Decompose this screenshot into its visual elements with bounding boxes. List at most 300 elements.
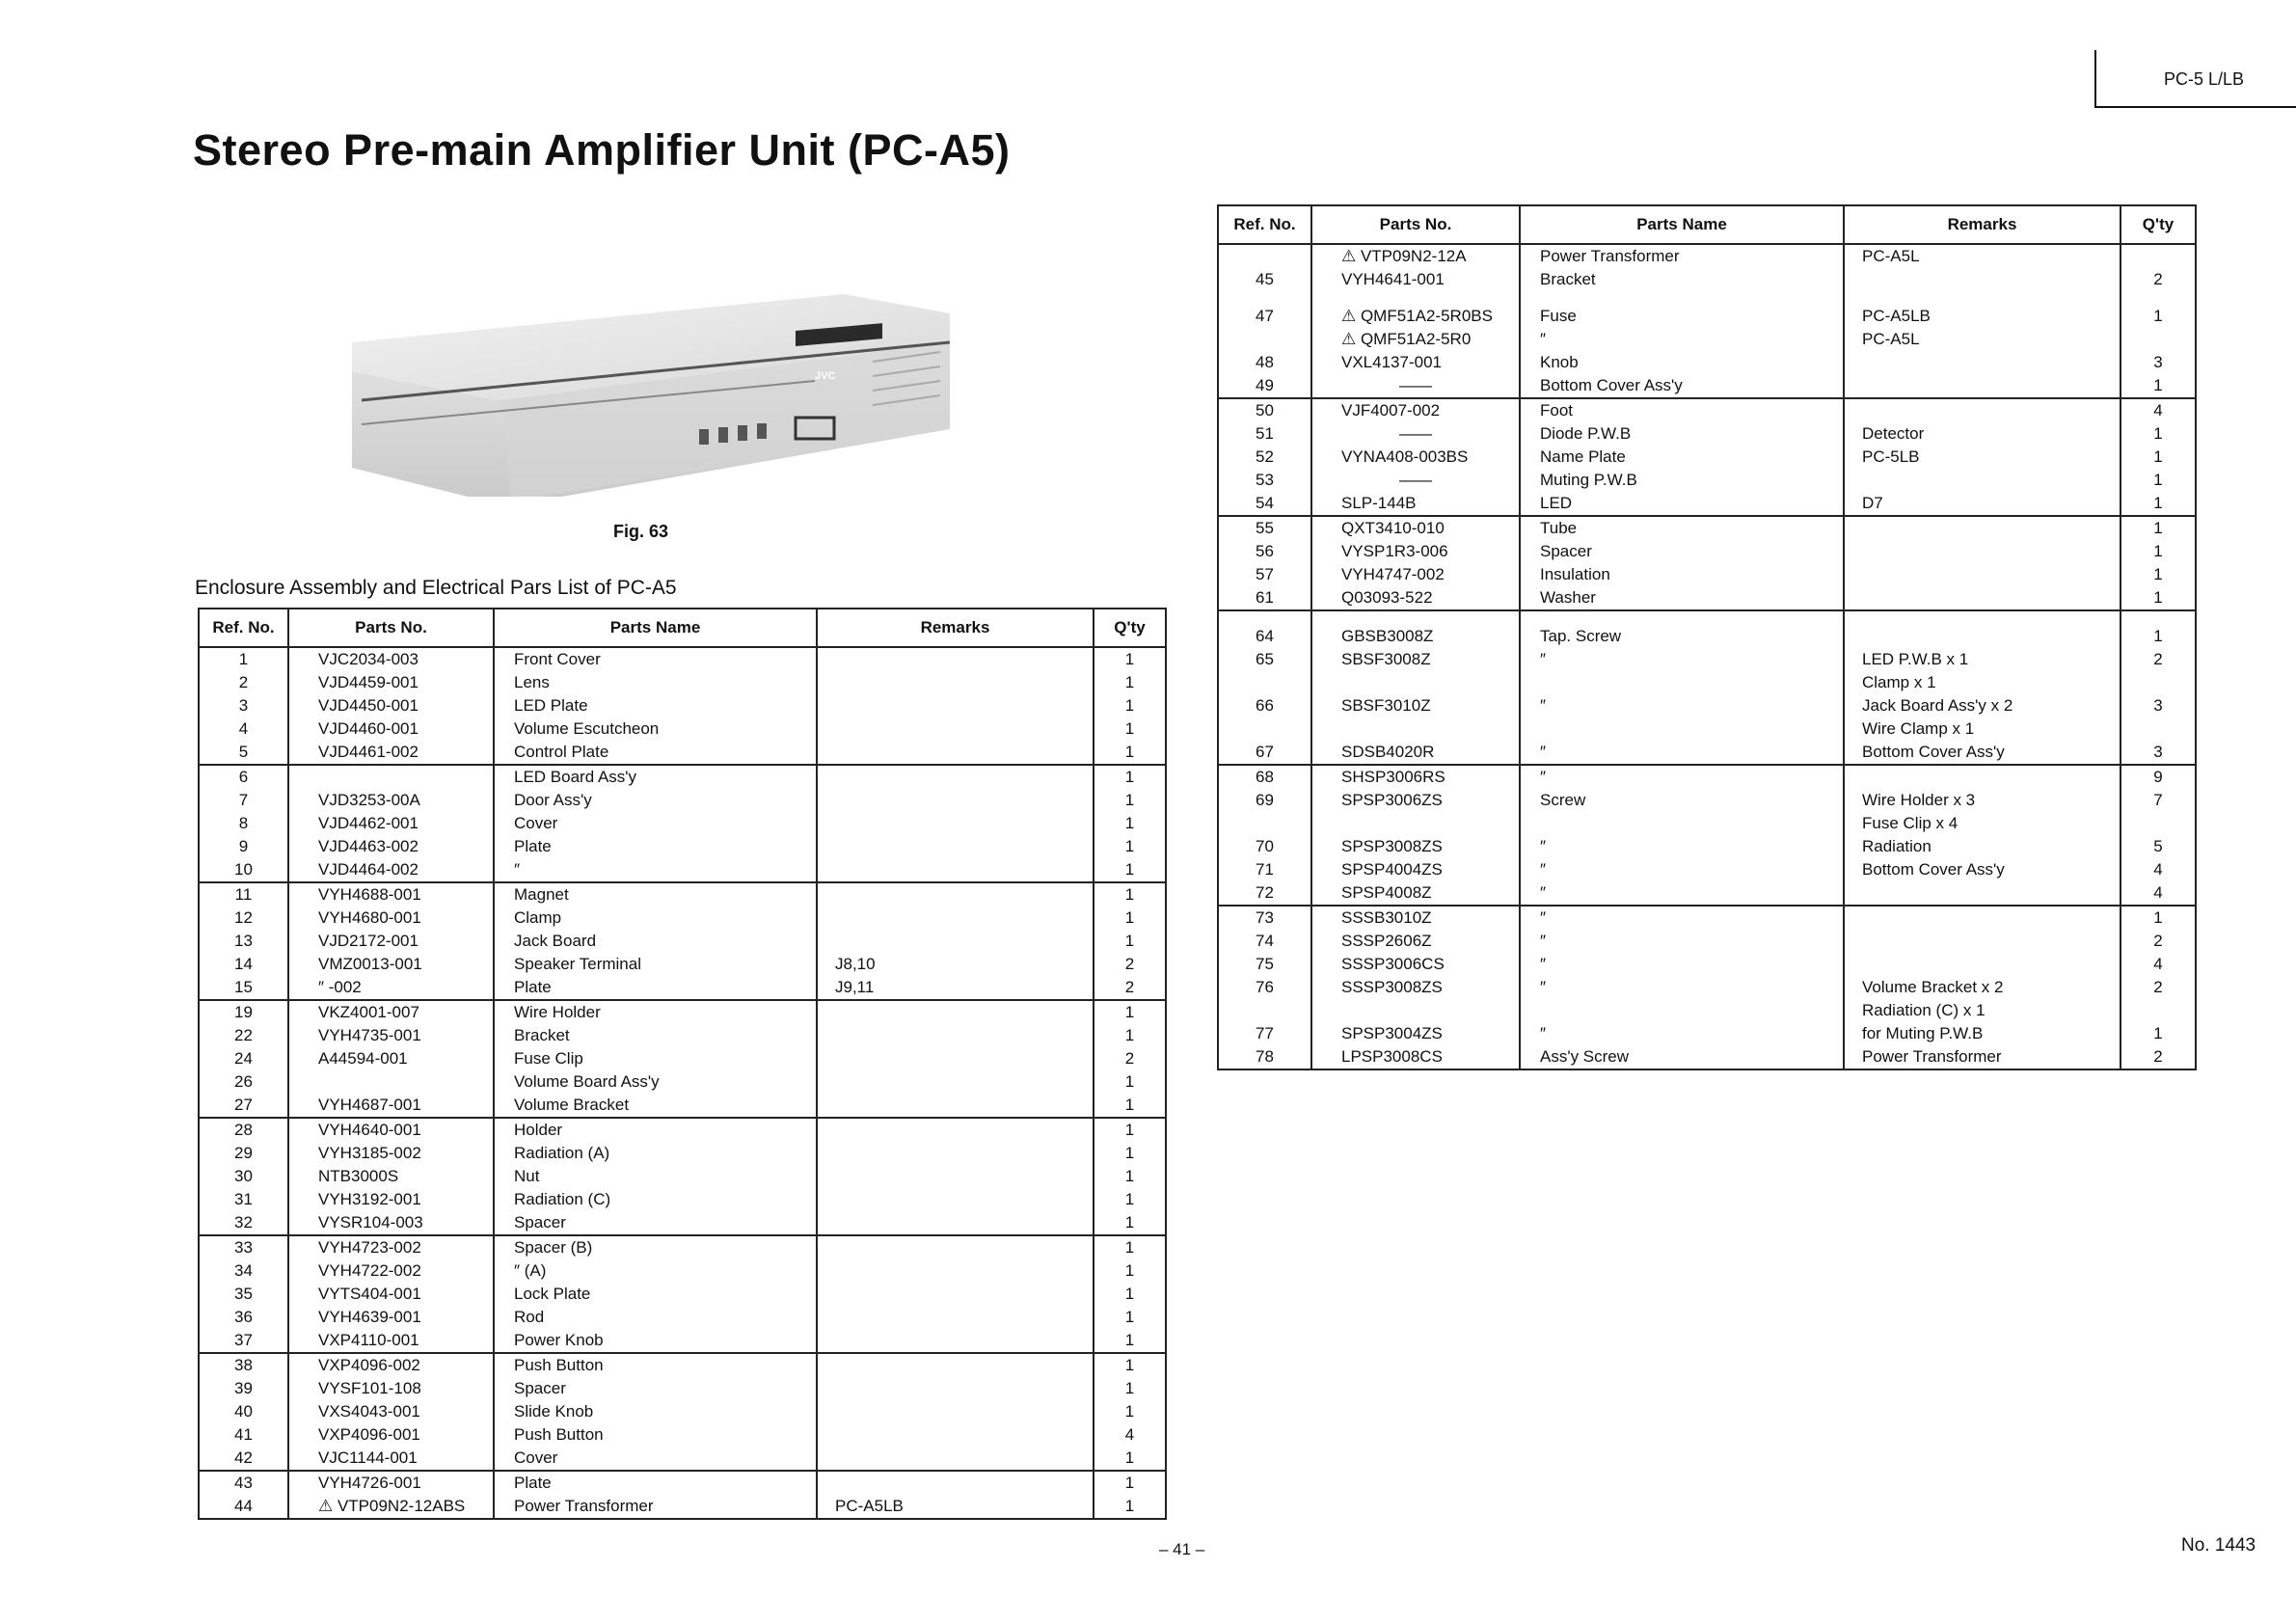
- parts-no-cell: ——: [1311, 422, 1520, 446]
- parts-no-cell: VXP4096-002: [288, 1353, 494, 1377]
- ref-cell: 69: [1218, 789, 1311, 812]
- table-row: [1218, 374, 2196, 398]
- qty-cell: 1: [1094, 1329, 1166, 1353]
- qty-cell: 1: [1094, 1259, 1166, 1283]
- parts-no-cell: VYH3192-001: [288, 1188, 494, 1211]
- table-row: [1218, 398, 2196, 422]
- table-row: [1218, 291, 2196, 305]
- table-row: [1218, 835, 2196, 858]
- parts-no-cell: A44594-001: [288, 1047, 494, 1070]
- qty-cell: 1: [1094, 765, 1166, 789]
- remarks-cell: [1844, 610, 2120, 625]
- parts-name-cell: Name Plate: [1520, 446, 1844, 469]
- table-row: [1218, 586, 2196, 610]
- table-row: [1218, 540, 2196, 563]
- parts-name-cell: Spacer: [494, 1377, 817, 1400]
- qty-cell: 1: [1094, 1377, 1166, 1400]
- ref-cell: 51: [1218, 422, 1311, 446]
- qty-cell: 1: [2120, 422, 2196, 446]
- parts-name-cell: ″ (A): [494, 1259, 817, 1283]
- remarks-cell: [817, 1118, 1094, 1142]
- qty-cell: [2120, 610, 2196, 625]
- table-row: [199, 647, 1166, 671]
- ref-cell: 56: [1218, 540, 1311, 563]
- qty-cell: 1: [1094, 1306, 1166, 1329]
- ref-cell: [1218, 328, 1311, 351]
- parts-name-cell: Holder: [494, 1118, 817, 1142]
- col-remarks: Remarks: [817, 609, 1094, 647]
- parts-name-cell: ″: [1520, 648, 1844, 671]
- parts-name-cell: ″: [1520, 976, 1844, 999]
- parts-no-cell: SLP-144B: [1311, 492, 1520, 516]
- ref-cell: 32: [199, 1211, 288, 1235]
- remarks-cell: PC-5LB: [1844, 446, 2120, 469]
- ref-cell: 7: [199, 789, 288, 812]
- parts-name-cell: Fuse: [1520, 305, 1844, 328]
- parts-no-cell: VXP4110-001: [288, 1329, 494, 1353]
- ref-cell: 28: [199, 1118, 288, 1142]
- table-row: [199, 907, 1166, 930]
- parts-no-cell: ——: [1311, 374, 1520, 398]
- table-row: [199, 1118, 1166, 1142]
- ref-cell: 77: [1218, 1022, 1311, 1045]
- ref-cell: 8: [199, 812, 288, 835]
- ref-cell: 1: [199, 647, 288, 671]
- table-row: [199, 1377, 1166, 1400]
- remarks-cell: PC-A5LB: [817, 1495, 1094, 1519]
- remarks-cell: [817, 1377, 1094, 1400]
- table-row: [199, 1259, 1166, 1283]
- parts-name-cell: ″: [1520, 765, 1844, 789]
- table-row: [199, 717, 1166, 741]
- parts-no-cell: VYH4726-001: [288, 1471, 494, 1495]
- parts-name-cell: [1520, 812, 1844, 835]
- ref-cell: 10: [199, 858, 288, 882]
- qty-cell: 1: [1094, 1070, 1166, 1094]
- table-row: [1218, 999, 2196, 1022]
- remarks-cell: [817, 1329, 1094, 1353]
- qty-cell: 2: [1094, 953, 1166, 976]
- remarks-cell: Wire Holder x 3: [1844, 789, 2120, 812]
- remarks-cell: [1844, 516, 2120, 540]
- parts-list-title: Enclosure Assembly and Electrical Pars List of PC-A5: [195, 577, 677, 599]
- qty-cell: 4: [2120, 398, 2196, 422]
- qty-cell: 1: [1094, 882, 1166, 907]
- parts-no-cell: ″ -002: [288, 976, 494, 1000]
- remarks-cell: [1844, 374, 2120, 398]
- parts-name-cell: Radiation (A): [494, 1142, 817, 1165]
- qty-cell: 4: [2120, 881, 2196, 906]
- qty-cell: 1: [1094, 1235, 1166, 1259]
- ref-cell: 48: [1218, 351, 1311, 374]
- remarks-cell: [1844, 953, 2120, 976]
- table-row: [199, 1188, 1166, 1211]
- qty-cell: 3: [2120, 694, 2196, 717]
- parts-name-cell: Power Transformer: [494, 1495, 817, 1519]
- parts-name-cell: Magnet: [494, 882, 817, 907]
- remarks-cell: Radiation: [1844, 835, 2120, 858]
- parts-name-cell: Door Ass'y: [494, 789, 817, 812]
- table-row: [199, 812, 1166, 835]
- remarks-cell: Power Transformer: [1844, 1045, 2120, 1069]
- table-row: [199, 1211, 1166, 1235]
- parts-name-cell: LED Plate: [494, 694, 817, 717]
- ref-cell: 14: [199, 953, 288, 976]
- ref-cell: 49: [1218, 374, 1311, 398]
- parts-no-cell: VYH4688-001: [288, 882, 494, 907]
- ref-cell: 72: [1218, 881, 1311, 906]
- remarks-cell: [817, 1024, 1094, 1047]
- remarks-cell: LED P.W.B x 1: [1844, 648, 2120, 671]
- qty-cell: 1: [2120, 625, 2196, 648]
- remarks-cell: J9,11: [817, 976, 1094, 1000]
- remarks-cell: [1844, 881, 2120, 906]
- remarks-cell: [817, 858, 1094, 882]
- qty-cell: 1: [1094, 789, 1166, 812]
- parts-name-cell: Push Button: [494, 1353, 817, 1377]
- ref-cell: 12: [199, 907, 288, 930]
- qty-cell: 1: [1094, 647, 1166, 671]
- parts-no-cell: SPSP4008Z: [1311, 881, 1520, 906]
- parts-no-cell: VXS4043-001: [288, 1400, 494, 1423]
- table-row: [199, 1070, 1166, 1094]
- qty-cell: 1: [1094, 1495, 1166, 1519]
- table-row: [199, 1471, 1166, 1495]
- remarks-cell: [1844, 540, 2120, 563]
- ref-cell: 11: [199, 882, 288, 907]
- qty-cell: 1: [1094, 812, 1166, 835]
- amplifier-product-photo: [333, 284, 959, 497]
- parts-name-cell: ″: [1520, 835, 1844, 858]
- col-parts-name: Parts Name: [1520, 205, 1844, 244]
- parts-no-cell: VJD2172-001: [288, 930, 494, 953]
- remarks-cell: [1844, 563, 2120, 586]
- parts-name-cell: Cover: [494, 1447, 817, 1471]
- qty-cell: 1: [2120, 374, 2196, 398]
- table-row: [1218, 1045, 2196, 1069]
- col-qty: Q'ty: [1094, 609, 1166, 647]
- ref-cell: 64: [1218, 625, 1311, 648]
- parts-name-cell: Bracket: [1520, 268, 1844, 291]
- qty-cell: 1: [1094, 1024, 1166, 1047]
- qty-cell: 1: [2120, 492, 2196, 516]
- remarks-cell: PC-A5L: [1844, 244, 2120, 268]
- parts-no-cell: SBSF3008Z: [1311, 648, 1520, 671]
- remarks-cell: for Muting P.W.B: [1844, 1022, 2120, 1045]
- table-row: [199, 1400, 1166, 1423]
- parts-name-cell: Plate: [494, 1471, 817, 1495]
- remarks-cell: [817, 1400, 1094, 1423]
- ref-cell: 35: [199, 1283, 288, 1306]
- table-row: [199, 1447, 1166, 1471]
- table-row: [199, 671, 1166, 694]
- parts-no-cell: NTB3000S: [288, 1165, 494, 1188]
- parts-no-cell: [288, 1070, 494, 1094]
- qty-cell: 1: [2120, 516, 2196, 540]
- parts-name-cell: Control Plate: [494, 741, 817, 765]
- parts-no-cell: VJC1144-001: [288, 1447, 494, 1471]
- parts-name-cell: Insulation: [1520, 563, 1844, 586]
- table-row: [199, 1094, 1166, 1118]
- ref-cell: 38: [199, 1353, 288, 1377]
- parts-name-cell: Volume Board Ass'y: [494, 1070, 817, 1094]
- parts-name-cell: [1520, 671, 1844, 694]
- parts-name-cell: ″: [1520, 694, 1844, 717]
- table-row: [1218, 741, 2196, 765]
- parts-name-cell: Lens: [494, 671, 817, 694]
- parts-name-cell: Ass'y Screw: [1520, 1045, 1844, 1069]
- ref-cell: [1218, 717, 1311, 741]
- ref-cell: 61: [1218, 586, 1311, 610]
- ref-cell: 41: [199, 1423, 288, 1447]
- ref-cell: 39: [199, 1377, 288, 1400]
- table-row: [1218, 492, 2196, 516]
- remarks-cell: [817, 647, 1094, 671]
- remarks-cell: [817, 741, 1094, 765]
- ref-cell: 78: [1218, 1045, 1311, 1069]
- parts-name-cell: Wire Holder: [494, 1000, 817, 1024]
- parts-no-cell: SPSP3006ZS: [1311, 789, 1520, 812]
- table-row: [1218, 268, 2196, 291]
- ref-cell: 67: [1218, 741, 1311, 765]
- ref-cell: 71: [1218, 858, 1311, 881]
- parts-no-cell: [1311, 671, 1520, 694]
- parts-no-cell: VYH4640-001: [288, 1118, 494, 1142]
- ref-cell: 37: [199, 1329, 288, 1353]
- parts-no-cell: VMZ0013-001: [288, 953, 494, 976]
- qty-cell: 1: [1094, 858, 1166, 882]
- qty-cell: 2: [2120, 976, 2196, 999]
- parts-no-cell: VJD4463-002: [288, 835, 494, 858]
- parts-name-cell: ″: [1520, 328, 1844, 351]
- remarks-cell: Detector: [1844, 422, 2120, 446]
- table-row: [199, 1000, 1166, 1024]
- parts-name-cell: Spacer: [494, 1211, 817, 1235]
- parts-no-cell: VYH4722-002: [288, 1259, 494, 1283]
- parts-name-cell: ″: [1520, 881, 1844, 906]
- ref-cell: 34: [199, 1259, 288, 1283]
- qty-cell: [2120, 812, 2196, 835]
- table-row: [199, 1024, 1166, 1047]
- table-row: [1218, 648, 2196, 671]
- parts-name-cell: Foot: [1520, 398, 1844, 422]
- remarks-cell: [817, 930, 1094, 953]
- remarks-cell: [1844, 765, 2120, 789]
- parts-no-cell: [1311, 291, 1520, 305]
- table-row: [199, 1165, 1166, 1188]
- ref-cell: 55: [1218, 516, 1311, 540]
- parts-no-cell: VXP4096-001: [288, 1423, 494, 1447]
- remarks-cell: [1844, 268, 2120, 291]
- qty-cell: 1: [1094, 694, 1166, 717]
- parts-no-cell: [1311, 999, 1520, 1022]
- parts-no-cell: [1311, 812, 1520, 835]
- parts-name-cell: [1520, 291, 1844, 305]
- qty-cell: 2: [2120, 930, 2196, 953]
- parts-name-cell: Plate: [494, 835, 817, 858]
- parts-name-cell: LED: [1520, 492, 1844, 516]
- parts-no-cell: [288, 765, 494, 789]
- parts-no-cell: VJC2034-003: [288, 647, 494, 671]
- remarks-cell: [817, 1447, 1094, 1471]
- parts-name-cell: Tap. Screw: [1520, 625, 1844, 648]
- qty-cell: 1: [1094, 1400, 1166, 1423]
- table-row: [1218, 858, 2196, 881]
- parts-name-cell: Volume Bracket: [494, 1094, 817, 1118]
- table-row: [199, 741, 1166, 765]
- parts-name-cell: Screw: [1520, 789, 1844, 812]
- parts-no-cell: VYH4680-001: [288, 907, 494, 930]
- ref-cell: 27: [199, 1094, 288, 1118]
- table-row: [1218, 789, 2196, 812]
- parts-name-cell: Clamp: [494, 907, 817, 930]
- table-row: [199, 835, 1166, 858]
- remarks-cell: [817, 671, 1094, 694]
- table-row: [1218, 976, 2196, 999]
- remarks-cell: [817, 1165, 1094, 1188]
- qty-cell: 4: [1094, 1423, 1166, 1447]
- parts-no-cell: ⚠ QMF51A2-5R0: [1311, 328, 1520, 351]
- table-row: [1218, 305, 2196, 328]
- model-code-box: [2094, 50, 2296, 108]
- parts-no-cell: ⚠ VTP09N2-12A: [1311, 244, 1520, 268]
- remarks-cell: [1844, 586, 2120, 610]
- table-row: [1218, 881, 2196, 906]
- parts-name-cell: LED Board Ass'y: [494, 765, 817, 789]
- ref-cell: 4: [199, 717, 288, 741]
- page-title: Stereo Pre-main Amplifier Unit (PC-A5): [193, 125, 1011, 175]
- page-number: – 41 –: [1159, 1540, 1205, 1558]
- qty-cell: [2120, 328, 2196, 351]
- ref-cell: [1218, 812, 1311, 835]
- remarks-cell: [817, 694, 1094, 717]
- ref-cell: 36: [199, 1306, 288, 1329]
- qty-cell: 1: [2120, 446, 2196, 469]
- table-row: [1218, 930, 2196, 953]
- parts-name-cell: [1520, 610, 1844, 625]
- ref-cell: 3: [199, 694, 288, 717]
- remarks-cell: [817, 1000, 1094, 1024]
- qty-cell: 1: [1094, 1211, 1166, 1235]
- ref-cell: [1218, 671, 1311, 694]
- remarks-cell: [1844, 351, 2120, 374]
- qty-cell: 9: [2120, 765, 2196, 789]
- parts-no-cell: VYH4687-001: [288, 1094, 494, 1118]
- table-row: [199, 1423, 1166, 1447]
- ref-cell: 66: [1218, 694, 1311, 717]
- qty-cell: 1: [1094, 1471, 1166, 1495]
- parts-name-cell: ″: [1520, 1022, 1844, 1045]
- table-row: [199, 1047, 1166, 1070]
- ref-cell: 47: [1218, 305, 1311, 328]
- parts-no-cell: Q03093-522: [1311, 586, 1520, 610]
- remarks-cell: Bottom Cover Ass'y: [1844, 858, 2120, 881]
- qty-cell: 2: [1094, 976, 1166, 1000]
- parts-name-cell: ″: [1520, 906, 1844, 930]
- parts-no-cell: [1311, 717, 1520, 741]
- qty-cell: 1: [2120, 469, 2196, 492]
- parts-no-cell: VJD3253-00A: [288, 789, 494, 812]
- parts-name-cell: Jack Board: [494, 930, 817, 953]
- parts-name-cell: Volume Escutcheon: [494, 717, 817, 741]
- ref-cell: [1218, 291, 1311, 305]
- qty-cell: [2120, 999, 2196, 1022]
- remarks-cell: [817, 812, 1094, 835]
- remarks-cell: [817, 765, 1094, 789]
- remarks-cell: [817, 1306, 1094, 1329]
- qty-cell: 1: [2120, 305, 2196, 328]
- qty-cell: 3: [2120, 741, 2196, 765]
- table-row: [1218, 351, 2196, 374]
- table-row: [1218, 610, 2196, 625]
- qty-cell: 1: [1094, 741, 1166, 765]
- parts-no-cell: ⚠ VTP09N2-12ABS: [288, 1495, 494, 1519]
- ref-cell: 33: [199, 1235, 288, 1259]
- table-row: [199, 1283, 1166, 1306]
- remarks-cell: [817, 1423, 1094, 1447]
- col-remarks: Remarks: [1844, 205, 2120, 244]
- col-parts-no: Parts No.: [288, 609, 494, 647]
- table-row: [199, 1353, 1166, 1377]
- parts-no-cell: VKZ4001-007: [288, 1000, 494, 1024]
- table-header-row: [199, 609, 1166, 647]
- table-row: [199, 789, 1166, 812]
- parts-name-cell: Power Transformer: [1520, 244, 1844, 268]
- parts-no-cell: [1311, 610, 1520, 625]
- parts-no-cell: VYH3185-002: [288, 1142, 494, 1165]
- qty-cell: 2: [2120, 1045, 2196, 1069]
- table-row: [1218, 446, 2196, 469]
- qty-cell: 1: [1094, 1000, 1166, 1024]
- ref-cell: 44: [199, 1495, 288, 1519]
- remarks-cell: [817, 1142, 1094, 1165]
- table-row: [199, 976, 1166, 1000]
- ref-cell: 2: [199, 671, 288, 694]
- table-row: [1218, 953, 2196, 976]
- parts-no-cell: SPSP4004ZS: [1311, 858, 1520, 881]
- parts-name-cell: ″: [1520, 741, 1844, 765]
- parts-name-cell: Nut: [494, 1165, 817, 1188]
- table-row: [1218, 516, 2196, 540]
- remarks-cell: [1844, 906, 2120, 930]
- qty-cell: 7: [2120, 789, 2196, 812]
- ref-cell: 75: [1218, 953, 1311, 976]
- table-header-row: [1218, 205, 2196, 244]
- qty-cell: [2120, 717, 2196, 741]
- parts-no-cell: SPSP3008ZS: [1311, 835, 1520, 858]
- remarks-cell: [817, 1259, 1094, 1283]
- ref-cell: 19: [199, 1000, 288, 1024]
- table-row: [199, 694, 1166, 717]
- table-row: [1218, 244, 2196, 268]
- parts-no-cell: VJD4459-001: [288, 671, 494, 694]
- parts-no-cell: VYSP1R3-006: [1311, 540, 1520, 563]
- qty-cell: 1: [1094, 1353, 1166, 1377]
- table-row: [1218, 694, 2196, 717]
- remarks-cell: [1844, 930, 2120, 953]
- ref-cell: [1218, 244, 1311, 268]
- remarks-cell: Volume Bracket x 2: [1844, 976, 2120, 999]
- remarks-cell: PC-A5L: [1844, 328, 2120, 351]
- parts-table-right: [1217, 204, 2197, 1070]
- parts-name-cell: ″: [1520, 953, 1844, 976]
- ref-cell: 9: [199, 835, 288, 858]
- qty-cell: 1: [1094, 1188, 1166, 1211]
- qty-cell: 1: [2120, 906, 2196, 930]
- parts-no-cell: VXL4137-001: [1311, 351, 1520, 374]
- qty-cell: 4: [2120, 858, 2196, 881]
- table-row: [199, 1142, 1166, 1165]
